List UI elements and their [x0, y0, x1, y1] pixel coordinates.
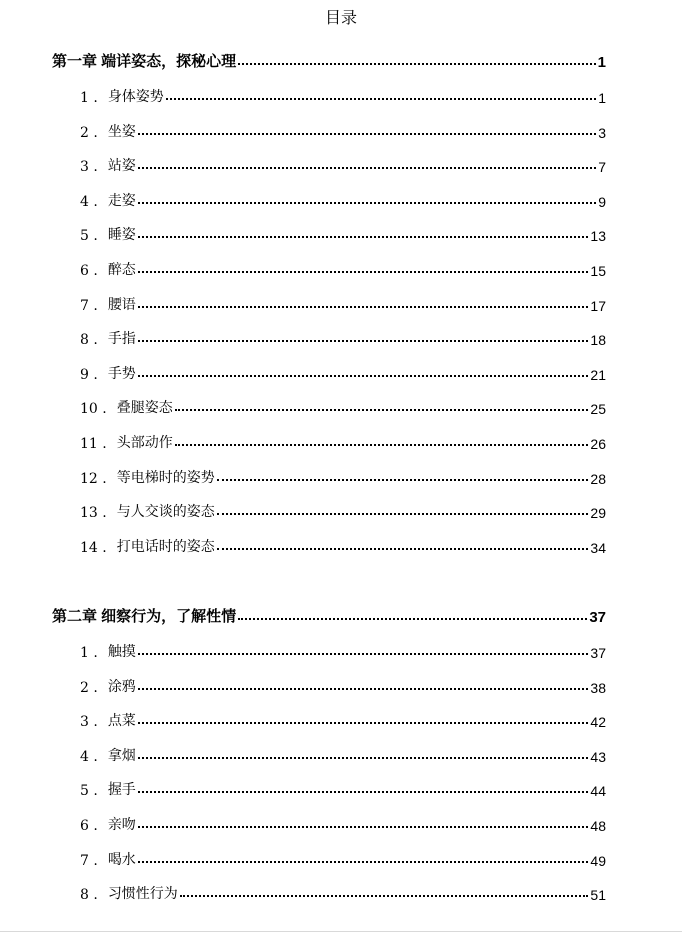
toc-chapter[interactable] [52, 49, 606, 71]
toc-entry-number: 2 . [80, 124, 98, 141]
toc-entry-number: 4 . [80, 748, 98, 765]
toc-page-number: 43 [590, 748, 606, 765]
toc-entry[interactable] [80, 881, 606, 903]
dot-leader [138, 688, 589, 690]
toc-page-number: 38 [590, 679, 606, 696]
toc-entry-title: 拿烟 [107, 747, 136, 764]
toc-entry[interactable] [80, 639, 606, 661]
toc-entry-number: 12 . [80, 470, 107, 487]
toc-entry[interactable] [80, 534, 606, 556]
toc-entry[interactable] [80, 257, 606, 279]
toc-entry[interactable] [80, 188, 606, 210]
toc-entry-title: 睡姿 [107, 227, 136, 244]
toc-entry[interactable] [80, 847, 606, 869]
toc-entry[interactable] [80, 777, 606, 799]
toc-entry-number: 7 . [80, 852, 98, 869]
toc-entry[interactable] [80, 361, 606, 383]
toc-entry[interactable] [80, 708, 606, 730]
toc-chapter[interactable] [52, 604, 606, 626]
toc-page-number: 21 [590, 366, 606, 383]
toc-entry-title: 与人交谈的姿态 [116, 504, 215, 521]
toc-entry-number: 9 . [80, 366, 98, 383]
dot-leader [138, 167, 596, 169]
toc-entry-number: 4 . [80, 193, 98, 210]
toc-page-number: 9 [598, 193, 606, 210]
dot-leader [138, 133, 596, 135]
toc-entry-title: 触摸 [107, 644, 136, 660]
toc-entry[interactable] [80, 84, 606, 106]
dot-leader [175, 409, 589, 411]
dot-leader [138, 202, 596, 204]
toc-entry-title: 头部动作 [116, 435, 173, 451]
toc-entry[interactable] [80, 292, 606, 314]
toc-page-number: 15 [590, 263, 606, 279]
page-bottom-divider [0, 931, 682, 932]
toc-entry-title: 打电话时的姿态 [116, 538, 215, 555]
toc-entry-title: 握手 [107, 782, 136, 799]
dot-leader [138, 271, 589, 273]
toc-chapter-title: 第一章 端详姿态，探秘心理 [52, 53, 237, 70]
toc-entry-number: 6 . [80, 263, 98, 279]
toc-entry-title: 点菜 [107, 713, 136, 730]
toc-page-number: 3 [598, 124, 606, 141]
toc-entry[interactable] [80, 743, 606, 765]
toc-entry-title: 站姿 [107, 158, 136, 175]
toc-page-number: 44 [590, 783, 606, 800]
toc-entry-title: 手势 [107, 365, 136, 382]
toc-entry-title: 醉态 [107, 262, 136, 278]
toc-chapter-title: 第二章 细察行为，了解性情 [52, 608, 237, 625]
toc-page-number: 13 [590, 228, 606, 245]
toc-page-number: 37 [590, 645, 606, 661]
toc-page-number: 48 [590, 818, 606, 834]
toc-entry-number: 3 . [80, 159, 98, 176]
toc-page-number: 34 [590, 539, 606, 556]
toc-entry-number: 1 . [80, 90, 98, 106]
toc-entry-title: 涂鸦 [107, 678, 136, 695]
toc-entry[interactable] [80, 395, 606, 417]
toc-entry-title: 手指 [107, 331, 136, 348]
dot-leader [138, 826, 589, 828]
dot-leader [166, 98, 596, 100]
dot-leader [138, 722, 589, 724]
dot-leader [138, 340, 589, 342]
toc-entry-title: 腰语 [107, 296, 136, 313]
dot-leader [217, 513, 589, 515]
toc-entry-number: 10 . [80, 401, 107, 418]
toc-entry-number: 5 . [80, 783, 98, 800]
dot-leader [138, 375, 589, 377]
toc-page-number: 28 [590, 470, 606, 487]
dot-leader [180, 895, 589, 897]
toc-entry-title: 亲吻 [107, 817, 136, 833]
toc-page-number: 42 [590, 714, 606, 731]
toc-entry[interactable] [80, 326, 606, 348]
toc-entry-number: 5 . [80, 228, 98, 245]
toc-page-number: 1 [597, 54, 606, 71]
dot-leader [138, 236, 589, 238]
toc-page-number: 25 [590, 401, 606, 418]
dot-leader [138, 306, 589, 308]
dot-leader [175, 444, 589, 446]
dot-leader [138, 757, 589, 759]
toc-entry[interactable] [80, 222, 606, 244]
toc-entry[interactable] [80, 153, 606, 175]
toc-entry[interactable] [80, 430, 606, 452]
toc-entry-title: 走姿 [107, 192, 136, 209]
toc-page-number: 18 [590, 332, 606, 349]
toc-entry-number: 3 . [80, 714, 98, 731]
toc-entry-title: 等电梯时的姿势 [116, 469, 215, 486]
toc-page-number: 29 [590, 505, 606, 522]
toc-entry-number: 13 . [80, 505, 107, 522]
toc-page-number: 26 [590, 436, 606, 452]
toc-entry-number: 8 . [80, 887, 98, 904]
dot-leader [138, 791, 589, 793]
dot-leader [238, 63, 595, 65]
toc-entry-title: 坐姿 [107, 123, 136, 140]
toc-entry-number: 1 . [80, 645, 98, 661]
toc-entry[interactable] [80, 674, 606, 696]
toc-entry-title: 喝水 [107, 851, 136, 868]
toc-page-number: 7 [598, 159, 606, 176]
toc-entry-number: 14 . [80, 539, 107, 556]
toc-entry-number: 11 . [80, 436, 107, 452]
toc-entry-title: 叠腿姿态 [116, 400, 173, 417]
dot-leader [217, 548, 589, 550]
toc-entry-title: 习惯性行为 [107, 886, 178, 903]
toc-entry-number: 6 . [80, 818, 98, 834]
toc-entry[interactable] [80, 119, 606, 141]
toc-entry-number: 8 . [80, 332, 98, 349]
toc-page-number: 17 [590, 297, 606, 314]
toc-page-number: 1 [598, 90, 606, 106]
dot-leader [138, 653, 589, 655]
page-title: 目录 [324, 8, 357, 27]
toc-entry[interactable] [80, 812, 606, 834]
dot-leader [238, 618, 587, 620]
toc-page-number: 49 [590, 852, 606, 869]
toc-page-number: 37 [589, 609, 606, 626]
toc-entry-number: 2 . [80, 679, 98, 696]
toc-page-number: 51 [590, 887, 606, 904]
toc-entry-title: 身体姿势 [107, 89, 164, 105]
dot-leader [217, 479, 589, 481]
toc-entry[interactable] [80, 499, 606, 521]
toc-entry[interactable] [80, 465, 606, 487]
dot-leader [138, 861, 589, 863]
toc-entry-number: 7 . [80, 297, 98, 314]
